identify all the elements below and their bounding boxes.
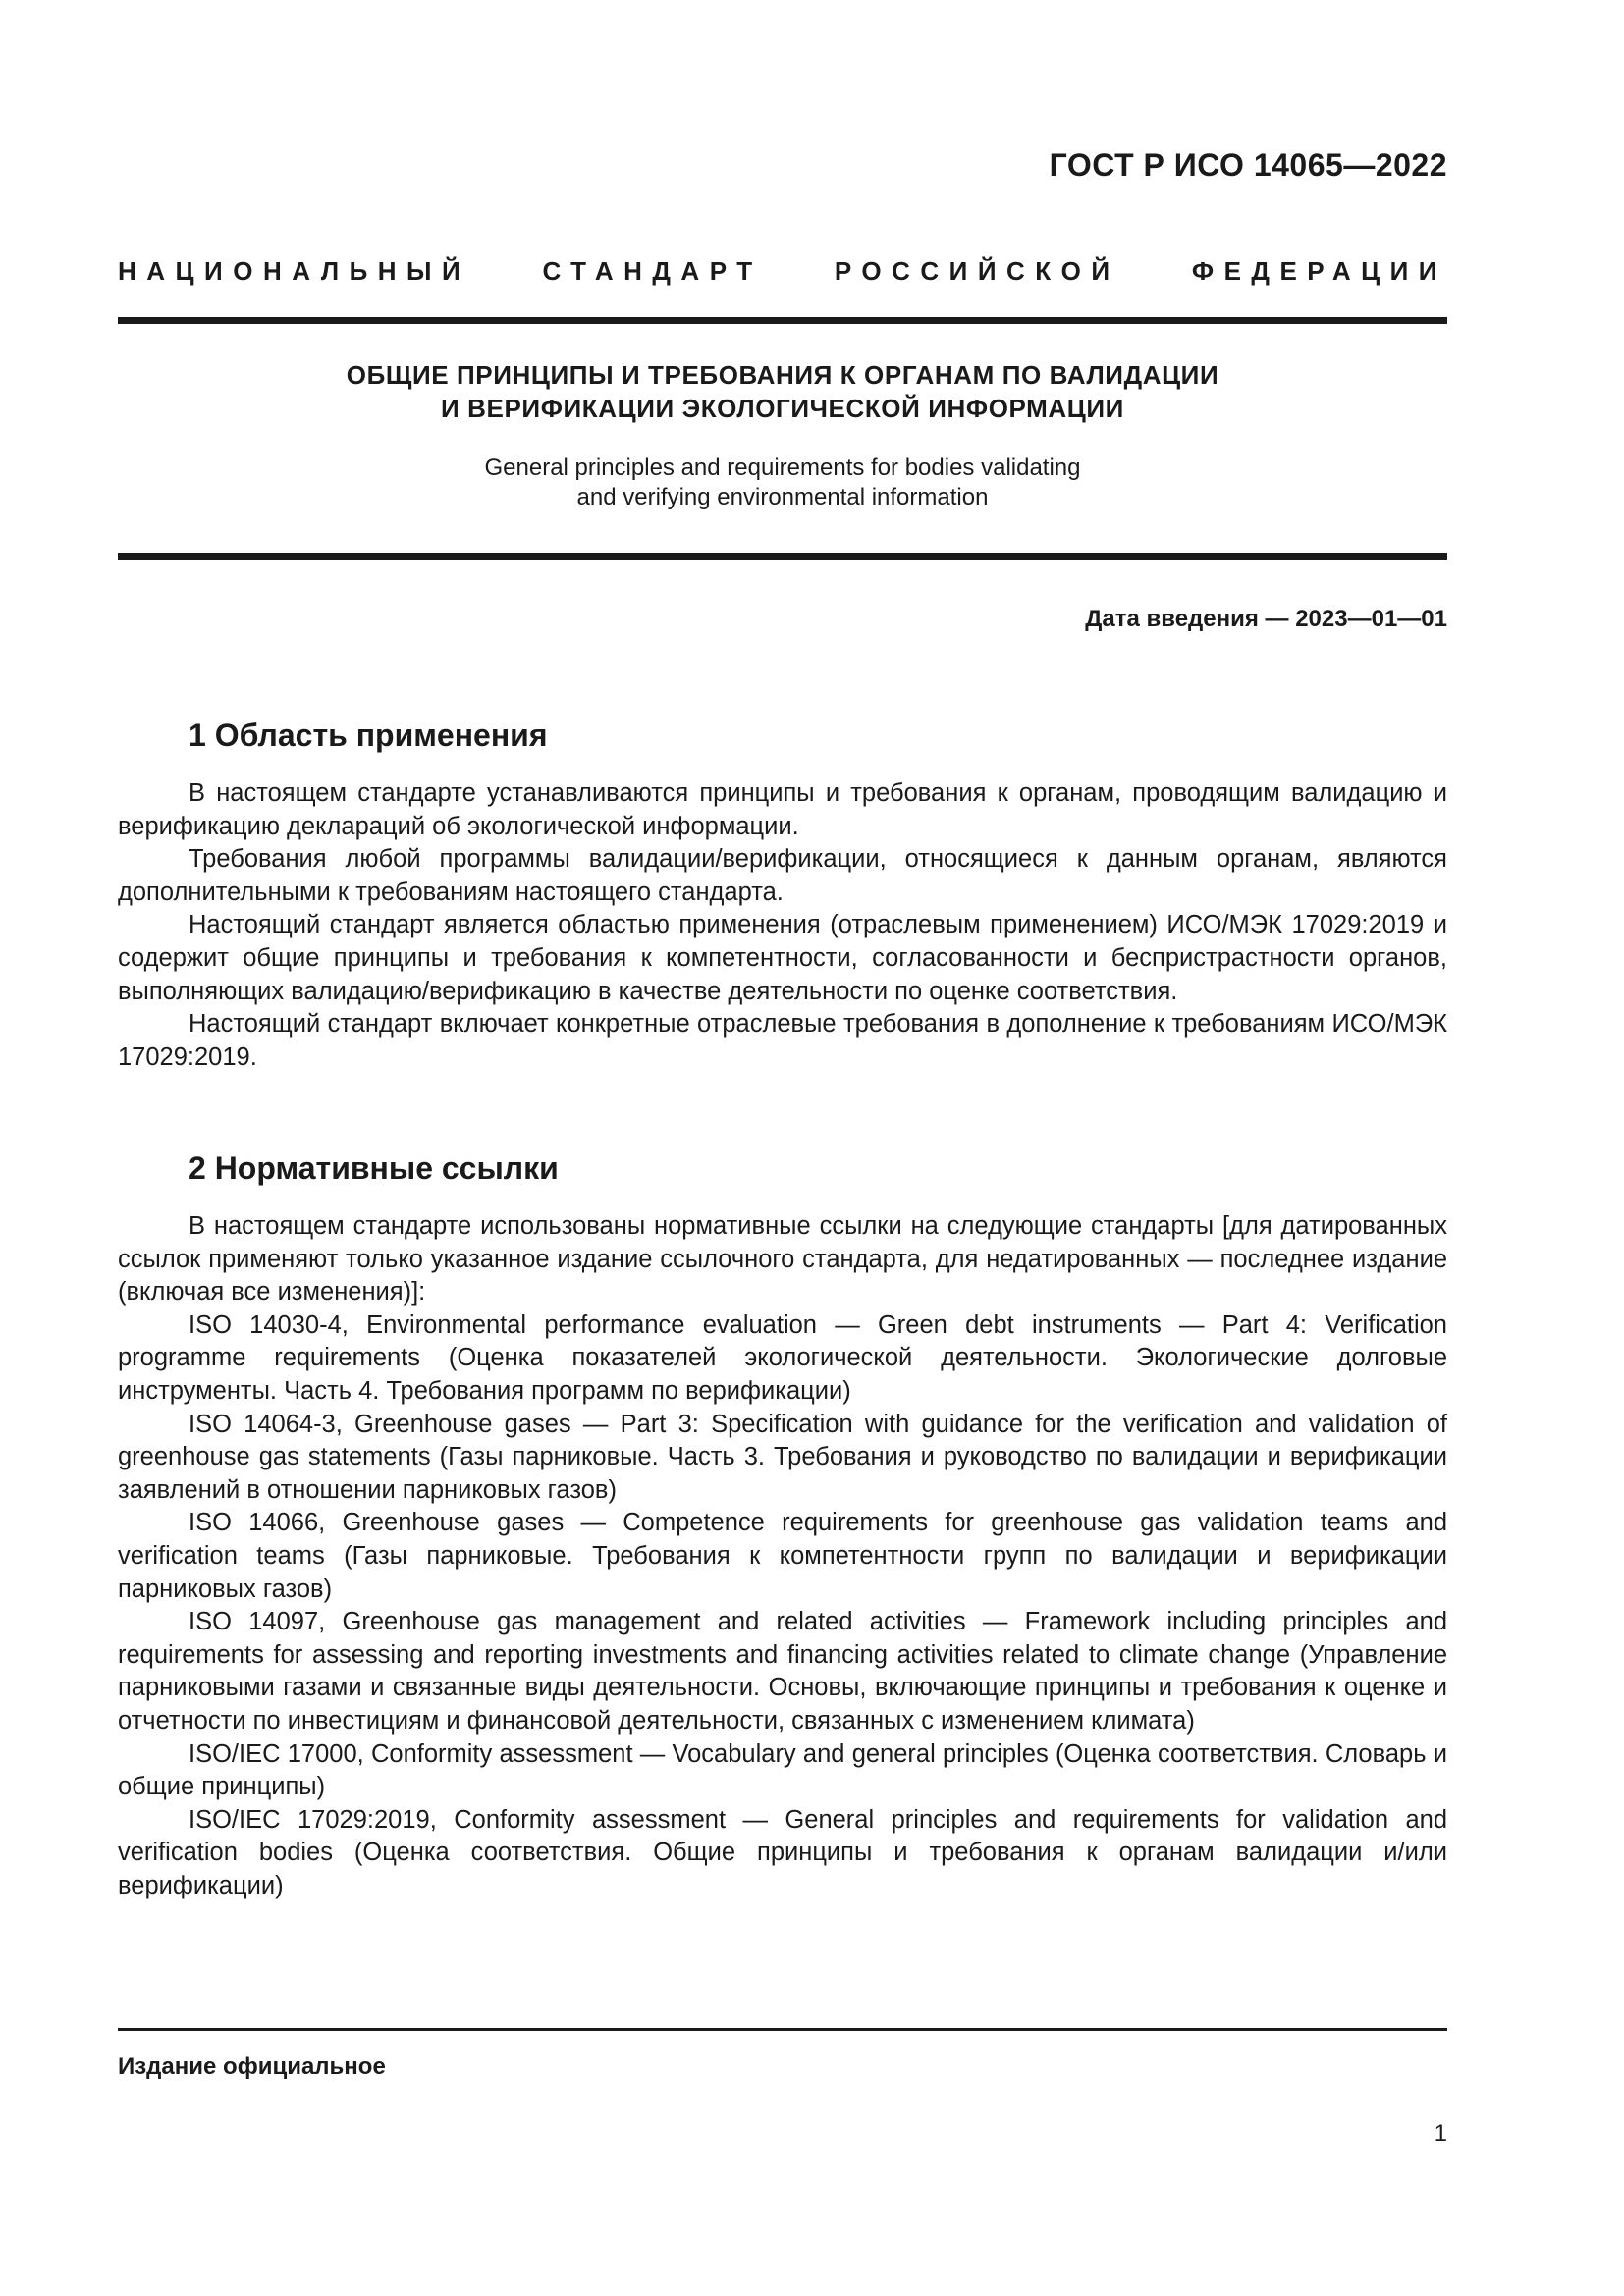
section-1-heading: 1 Область применения [189,718,548,753]
paragraph: Требования любой программы валидации/верификации, относящиеся к данным органам, являются дополнительными к требованиям настоящего стандарта. [118,845,1447,906]
title-english-line-2: and verifying environmental information [576,484,989,510]
section-1-body [118,777,1447,1074]
paragraph: В настоящем стандарте использованы нормативные ссылки на следующие стандарты [для датированных ссылок применяют только указанное издание ссылочного стандарта, для недатированных — последнее издание (включая все изменения)]: [118,1212,1447,1307]
official-edition-label: Издание официальное [118,2054,386,2080]
paragraph: Настоящий стандарт включает конкретные отраслевые требования в дополнение к требованиям ИСО/МЭК 17029:2019. [118,1010,1447,1071]
page-number: 1 [1434,2120,1447,2147]
reference-item: ISO/IEC 17029:2019, Conformity assessment — General principles and requirements for validation and verification bodies (Оценка соответствия. Общие принципы и требования к органам валидации и/или верификации) [118,1805,1447,1899]
title-english-line-1: General principles and requirements for bodies validating [484,454,1081,481]
title-bottom-rule [118,553,1447,560]
reference-item: ISO 14097, Greenhouse gas management and related activities — Framework including principles and requirements for assessing and reporting investments and financing activities related to climate change (Управление парниковыми газами и связанные виды деятельности. Основы, включающие принципы и требования к оценке и отчетности по инвестициям и финансовой деятельности, связанных с изменением климата) [118,1608,1447,1735]
title-russian [118,358,1447,425]
paragraph: Настоящий стандарт является областью применения (отраслевым применением) ИСО/МЭК 17029:2019 и содержит общие принципы и требования к компетентности, согласованности и беспристрастности органов, выполняющих валидацию/верификацию в качестве деятельности по оценке соответствия. [118,911,1447,1005]
reference-item: ISO 14064-3, Greenhouse gases — Part 3: Specification with guidance for the verification and validation of greenhouse gas statements (Газы парниковые. Часть 3. Требования и руководство по валидации и верификации заявлений в отношении парниковых газов) [118,1410,1447,1504]
reference-item: ISO 14030-4, Environmental performance evaluation — Green debt instruments — Part 4: Verification programme requirements (Оценка показателей экологической деятельности. Экологические долговые инструменты. Часть 4. Требования программ по верификации) [118,1310,1447,1405]
title-russian-line-2: И ВЕРИФИКАЦИИ ЭКОЛОГИЧЕСКОЙ ИНФОРМАЦИИ [441,394,1124,423]
title-english [118,454,1447,512]
section-2-body [118,1210,1447,1902]
standard-number: ГОСТ Р ИСО 14065—2022 [1049,147,1447,183]
section-2-heading: 2 Нормативные ссылки [189,1150,559,1186]
footer-rule [118,2028,1447,2031]
reference-item: ISO/IEC 17000, Conformity assessment — Vocabulary and general principles (Оценка соответствия. Словарь и общие принципы) [118,1739,1447,1801]
paragraph: В настоящем стандарте устанавливаются принципы и требования к органам, проводящим валидацию и верификацию деклараций об экологической информации. [118,779,1447,840]
reference-item: ISO 14066, Greenhouse gases — Competence requirements for greenhouse gas validation teams and verification teams (Газы парниковые. Требования к компетентности групп по валидации и верификации парниковых газов) [118,1509,1447,1603]
introduction-date: Дата введения — 2023—01—01 [1085,606,1447,632]
top-rule [118,317,1447,324]
title-russian-line-1: ОБЩИЕ ПРИНЦИПЫ И ТРЕБОВАНИЯ К ОРГАНАМ ПО ВАЛИДАЦИИ [346,360,1219,390]
document-page [118,0,1447,2296]
national-standard-banner: НАЦИОНАЛЬНЫЙ СТАНДАРТ РОССИЙСКОЙ ФЕДЕРАЦИИ [118,256,1447,286]
